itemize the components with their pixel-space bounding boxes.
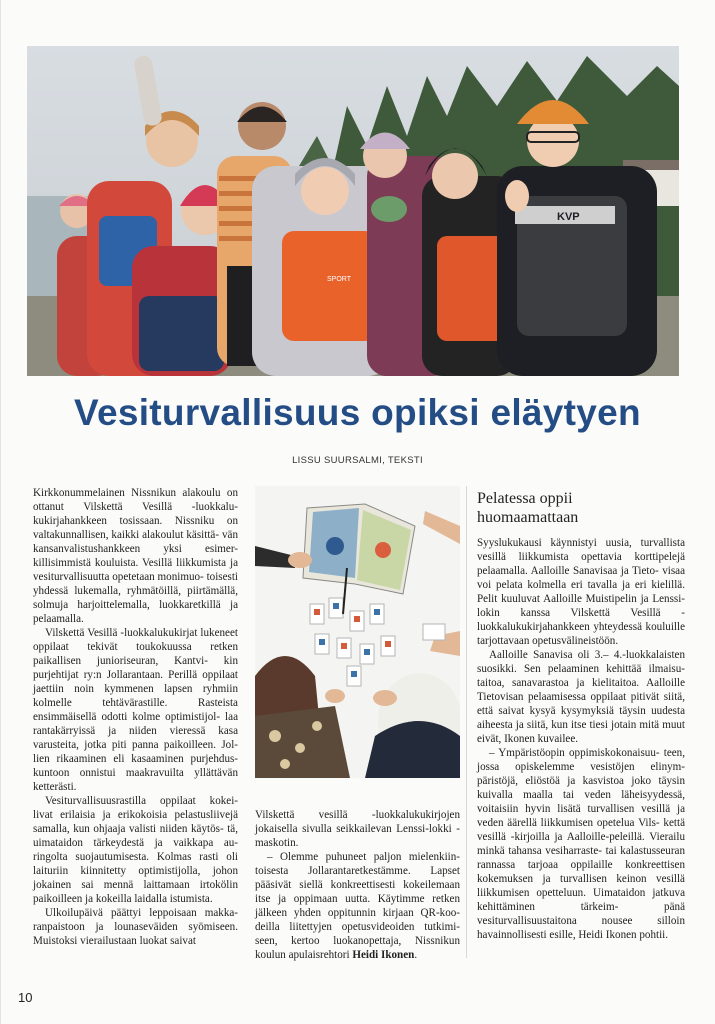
article-column-2: [255, 808, 460, 962]
paragraph: [255, 850, 460, 962]
paragraph: Vilskettä Vesillä -luokkalukukirjat lukeneet oppilaat tekivät toukokuussa retken paikallisen junioriseuran, Kantvi- kin purjehtijat ry:n Jollarantaan. Perillä oppilaat jaettiin noin kymmenen lapsen ryhmiin kolmelle tehtävärastille. Rasteista ensimmäisellä odotti kolme optimistijol- laa rantakärryissä ja niiden vieressä kasa varusteita, jotka piti panna paikoilleen. Jol- lien rikaaminen eli kasaaminen purjehdus- kuntoon onnistui maakravuilta yllättävän ketterästi.: [33, 627, 238, 793]
teacher-name: Heidi Ikonen: [352, 949, 415, 961]
article-column-3: [477, 536, 685, 942]
paragraph: Vesiturvallisuusrastilla oppilaat kokei- livat erilaisia ja erikokoisia pelastusliivejä samalla, kun ohjaaja valisti niiden käytös- tä, uimataidon tärkeydestä ja vaikkapa au- ringolta suojautumisesta. Kolmas rasti oli laituriin kiinnitetty optimistijolla, johon jokainen sai mennä laittamaan irtokölin paikoilleen ja kokeilla laidalla istumista.: [33, 795, 238, 905]
byline: LISSU SUURSALMI, TEKSTI: [292, 455, 423, 466]
paragraph: Kirkkonummelainen Nissnikun alakoulu on ottanut Vilskettä Vesillä -luokkalu- kukirjahankkeen tosissaan. Nissniku on valtakunnallisen, kaikki alakoulut käsittä- vän kansanvalistushankkeen yksi esimer- killisimmistä kouluista. Vesillä liikkumista ja vesiturvallisuutta opetetaan monimuo- toisesti yhdessä lukemalla, ryhmätöillä, piirtämällä, solmuja harjoittelemalla, luokkaretkillä ja pelaamalla.: [33, 487, 238, 625]
paragraph: Vilskettä vesillä -luokkalukukirjojen jokaisella sivulla seikkailevan Lenssi-lokki -maskotin.: [255, 809, 460, 849]
hero-photo: [27, 46, 679, 376]
subheading: Pelatessa oppii huomaamattaan: [477, 490, 579, 526]
card-game-photo: [255, 486, 460, 778]
paragraph: Aalloille Sanavisa oli 3.– 4.-luokkalaisten suosikki. Sen pelaaminen kehittää ilmaisu- taitoa, sanavarastoa ja kielitaitoa. Aalloille Tietovisan pelaamisessa oppilaat pitivät siitä, että saivat kysyä kysymyksiä täysin uudesta aiheesta ja siitä, kun itse tiesi jotain mitä muut eivät, Ikonen kuvailee.: [477, 649, 685, 745]
page-number: 10: [18, 990, 33, 1005]
article-title: Vesiturvallisuus opiksi eläytyen: [74, 392, 641, 433]
paragraph: – Ympäristöopin oppimiskokonaisuu- teen, jossa opiskelemme vesistöjen elinym- päristöjä, eliöstöä ja kasvistoa joko täysin kuivalla maalla tai veden läheisyydessä, voitaisiin hyvin lisätä turvallisen vesillä ja veden äärellä liikkumisen opetelua Vils- kettä vesillä -kirjoilla ja Aalloille-peleillä. Vierailu minkä tahansa vesiharraste- tai kalastusseuran rannassa tarjoaa oppilaille konkreettisen kokemuksen ja turvallisen keinon vesillä liikkumisen opetteluun. Uimataidon jatkuva kehittäminen tärkeim- pänä vesiturvallisuustaitona nousee silloin havainnollisesti esille, Heidi Ikonen pohtii.: [477, 747, 685, 941]
vest-brand-text: SPORT: [327, 276, 351, 283]
quote-text: – Olemme puhuneet paljon mielenkiin- toisesta Jollarantaretkestämme. Lapset pääsivät siellä konkreettisesti kokeilemaan itse ja oppimaan uutta. Käytimme retken jälkeen yhden oppitunnin kirjaan QR-koo- deilla liitettyjen opetusvideoiden tutkimi- seen, kertoo luokanopettaja, Nissnikun koulun apulaisrehtori: [255, 851, 460, 961]
column-divider: [466, 486, 467, 958]
paragraph: Ulkoilupäivä päättyi leppoisaan makka- ranpaistoon ja lounaseväiden syömiseen. Muistoksi vierailustaan luokat saivat: [33, 907, 238, 947]
vest-label-text: KVP: [557, 211, 580, 223]
paragraph: Syyslukukausi käynnistyi uusia, turvallista vesillä liikkumista opettavia korttipelejä pelaamalla. Aalloille Sanavisaa ja Tieto- visaa voi pelata kolmella eri tavalla ja eri kielillä. Pelit kuuluvat Aalloille Muistipelin ja Lenssi-lokin kanssa Vilskettä Vesillä -luokkalukukirjahankkeen yhteydessä kouluille tarjottavaan opetusvälineistöön.: [477, 537, 685, 647]
quote-end: .: [414, 949, 418, 961]
article-column-1: [33, 486, 238, 948]
